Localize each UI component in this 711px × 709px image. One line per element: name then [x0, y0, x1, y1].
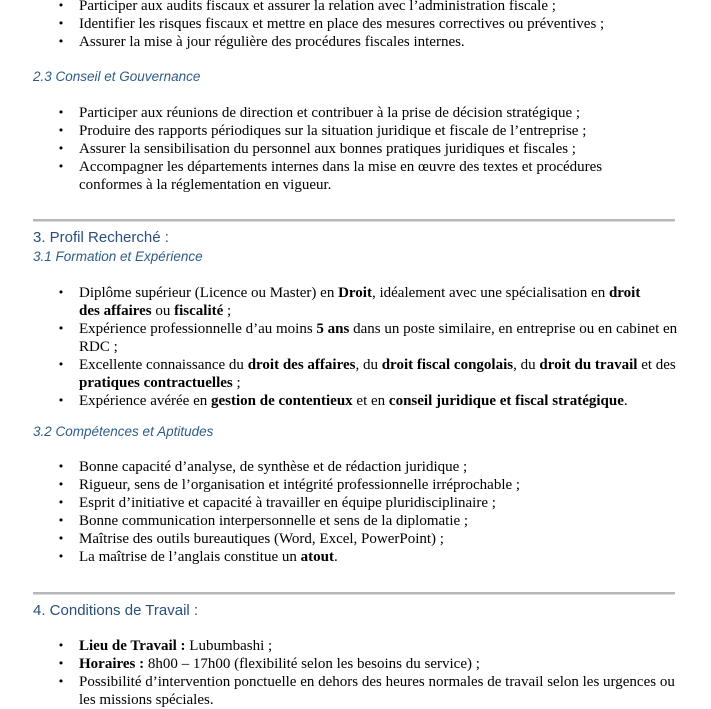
bullet-icon: •: [57, 358, 65, 371]
list-item: • Bonne capacité d’analyse, de synthèse et de rédaction juridique ;: [57, 459, 468, 475]
list-item: • Horaires : 8h00 – 17h00 (flexibilité selon les besoins du service) ;: [57, 656, 480, 672]
list-item: • Lieu de Travail : Lubumbashi ;: [57, 638, 273, 654]
list-item: • Esprit d’initiative et capacité à travailler en équipe pluridisciplinaire ;: [57, 495, 496, 511]
list-item: • Participer aux réunions de direction et contribuer à la prise de décision stratégique ;: [57, 105, 581, 121]
list-item: • Accompagner les départements internes dans la mise en œuvre des textes et procédures conformes à la réglementation en vigueur.: [57, 159, 603, 193]
bullet-icon: •: [57, 532, 65, 545]
bullet-icon: •: [57, 478, 65, 491]
list-item: • Produire des rapports périodiques sur la situation juridique et fiscale de l’entreprise ;: [57, 123, 587, 139]
section-title-4: 4. Conditions de Travail :: [33, 602, 199, 619]
bullet-icon: •: [57, 322, 65, 335]
list-item: • Maîtrise des outils bureautiques (Word, Excel, PowerPoint) ;: [57, 531, 444, 547]
list-item: • Assurer la sensibilisation du personnel aux bonnes pratiques juridiques et fiscales ;: [57, 141, 576, 157]
subsection-title-3-1: 3.1 Formation et Expérience: [33, 249, 203, 264]
fiscal-tasks-list: [57, 0, 679, 51]
list-item: • Possibilité d’intervention ponctuelle en dehors des heures normales de travail selon les urgences ou les missions spéciales.: [57, 674, 675, 708]
bullet-icon: •: [57, 639, 65, 652]
bullet-icon: •: [57, 142, 65, 155]
governance-list: [57, 104, 679, 194]
bullet-icon: •: [57, 35, 65, 48]
bullet-icon: •: [57, 657, 65, 670]
bullet-icon: •: [57, 496, 65, 509]
bullet-icon: •: [57, 460, 65, 473]
list-item: • Excellente connaissance du droit des affaires, du droit fiscal congolais, du droit du travail et des pratiques contractuelles ;: [57, 357, 676, 391]
bullet-icon: •: [57, 106, 65, 119]
work-conditions-list: [57, 637, 679, 709]
education-list: [57, 284, 679, 410]
list-item: • Assurer la mise à jour régulière des procédures fiscales internes.: [57, 34, 465, 50]
list-item: • La maîtrise de l’anglais constitue un atout.: [57, 549, 338, 565]
bullet-icon: •: [57, 160, 65, 173]
bullet-icon: •: [57, 550, 65, 563]
list-item: • Diplôme supérieur (Licence ou Master) en Droit, idéalement avec une spécialisation en droit des affaires ou fiscalité ;: [57, 285, 641, 319]
subsection-title-3-2: 3.2 Compétences et Aptitudes: [33, 424, 214, 439]
list-item: • Bonne communication interpersonnelle et sens de la diplomatie ;: [57, 513, 469, 529]
section-divider: [33, 592, 675, 595]
list-item: • Identifier les risques fiscaux et mettre en place des mesures correctives ou préventives ;: [57, 16, 605, 32]
list-item: • Expérience avérée en gestion de contentieux et en conseil juridique et fiscal stratégique.: [57, 393, 628, 409]
subsection-title-2-3: 2.3 Conseil et Gouvernance: [33, 69, 201, 84]
section-title-3: 3. Profil Recherché :: [33, 229, 169, 246]
list-item: • Participer aux audits fiscaux et assurer la relation avec l’administration fiscale ;: [79, 0, 679, 15]
bullet-icon: •: [57, 675, 65, 688]
bullet-icon: •: [57, 124, 65, 137]
section-divider: [33, 219, 675, 222]
bullet-icon: •: [57, 514, 65, 527]
bullet-icon: •: [57, 394, 65, 407]
bullet-icon: •: [57, 17, 65, 30]
list-item: • Rigueur, sens de l’organisation et intégrité professionnelle irréprochable ;: [57, 477, 521, 493]
list-item: • Expérience professionnelle d’au moins 5 ans dans un poste similaire, en entreprise ou en cabinet en RDC ;: [57, 321, 678, 355]
bullet-icon: •: [57, 0, 65, 12]
bullet-icon: •: [57, 286, 65, 299]
skills-list: [57, 458, 679, 566]
